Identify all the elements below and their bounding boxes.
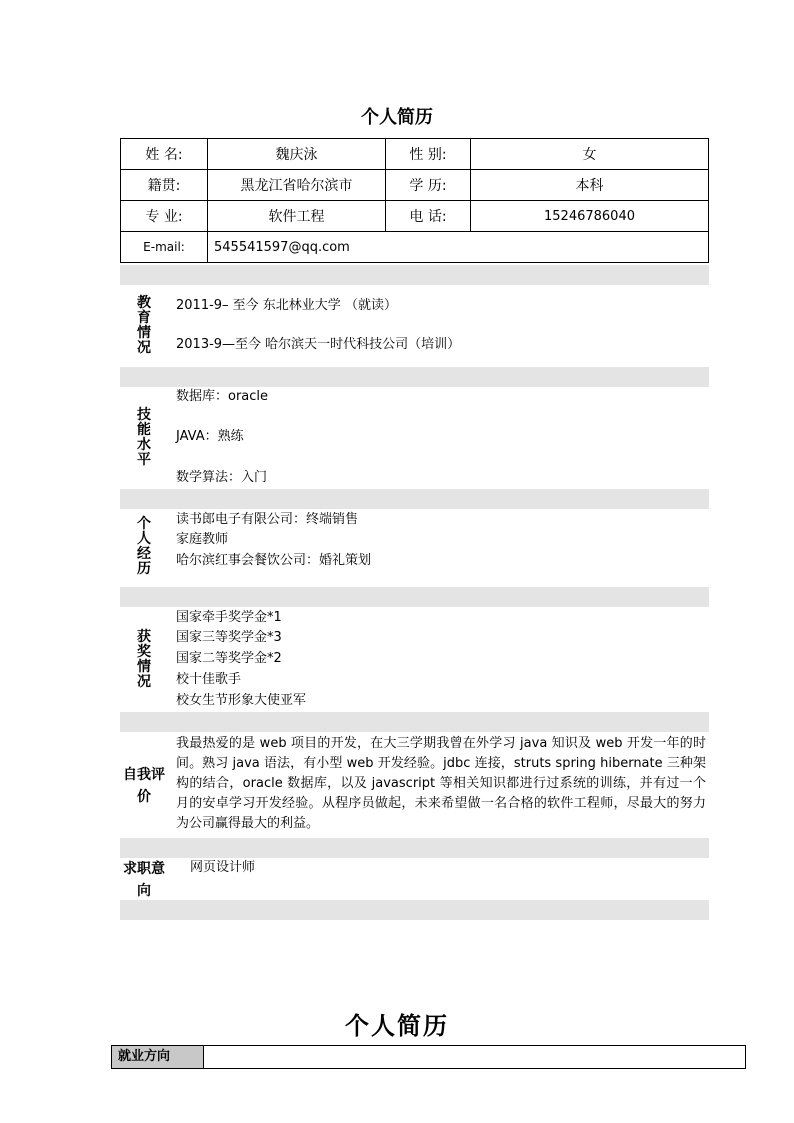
page2-title: 个人简历	[345, 1011, 449, 1040]
gender-label: 性 别:	[386, 139, 471, 170]
major-label: 专 业:	[121, 201, 208, 232]
self-evaluation-label: 自我评价	[123, 767, 165, 805]
award-line-5: 校女生节形象大使亚军	[176, 693, 307, 708]
award-line-4: 校十佳歌手	[176, 672, 242, 687]
awards-label: 获奖情况	[137, 629, 151, 690]
email-value: 545541597@qq.com	[208, 232, 709, 263]
experience-line-3: 哈尔滨红事会餐饮公司：婚礼策划	[176, 553, 372, 568]
experience-line-1: 读书郎电子有限公司：终端销售	[176, 512, 359, 527]
table-row	[121, 139, 709, 170]
table-row	[121, 232, 709, 263]
objective-value: 网页设计师	[190, 860, 256, 875]
major-value: 软件工程	[208, 201, 386, 232]
phone-value: 15246786040	[471, 201, 709, 232]
section-divider	[120, 265, 709, 285]
job-direction-row	[111, 1045, 746, 1069]
section-divider	[120, 367, 709, 387]
section-divider	[120, 838, 709, 858]
objective-label: 求职意向	[123, 861, 165, 899]
experience-label: 个人经历	[137, 516, 151, 577]
award-line-1: 国家牵手奖学金*1	[176, 610, 282, 625]
name-label: 姓 名:	[121, 139, 208, 170]
table-row	[121, 201, 709, 232]
origin-label: 籍贯:	[121, 170, 208, 201]
section-divider	[120, 489, 709, 509]
job-direction-label: 就业方向	[112, 1046, 204, 1068]
skills-label: 技能水平	[137, 407, 151, 468]
education-line-1: 2011-9– 至今 东北林业大学 （就读）	[176, 298, 397, 313]
resume-title: 个人简历	[361, 107, 433, 128]
origin-value: 黑龙江省哈尔滨市	[208, 170, 386, 201]
email-label: E-mail:	[121, 232, 208, 263]
phone-label: 电 话:	[386, 201, 471, 232]
name-value: 魏庆泳	[208, 139, 386, 170]
award-line-3: 国家二等奖学金*2	[176, 651, 282, 666]
education-level-value: 本科	[471, 170, 709, 201]
basic-info-table	[120, 138, 709, 263]
section-divider	[120, 712, 709, 732]
skills-line-2: JAVA：熟练	[176, 429, 244, 444]
skills-line-3: 数学算法：入门	[176, 470, 268, 485]
award-line-2: 国家三等奖学金*3	[176, 630, 282, 645]
section-divider	[120, 900, 709, 920]
education-line-2: 2013-9—至今 哈尔滨天一时代科技公司（培训）	[176, 337, 461, 352]
section-divider	[120, 587, 709, 607]
experience-line-2: 家庭教师	[176, 532, 229, 547]
education-label: 教育情况	[137, 295, 151, 356]
table-row	[121, 170, 709, 201]
skills-line-1: 数据库：oracle	[176, 389, 269, 404]
education-level-label: 学 历:	[386, 170, 471, 201]
self-evaluation-text: 我最热爱的是 web 项目的开发，在大三学期我曾在外学习 java 知识及 web 开发一年的时间。熟习 java 语法，有小型 web 开发经验。jdbc 连接，struts spring hibernate 三种架构的结合，oracle 数据库，以及 javascript 等相关知识都进行过系统的训练，并有过一个月的安卓学习开发经验。从程序员做起，未来希望做一名合格的软件工程师，尽最大的努力为公司赢得最大的利益。	[176, 736, 706, 831]
gender-value: 女	[471, 139, 709, 170]
